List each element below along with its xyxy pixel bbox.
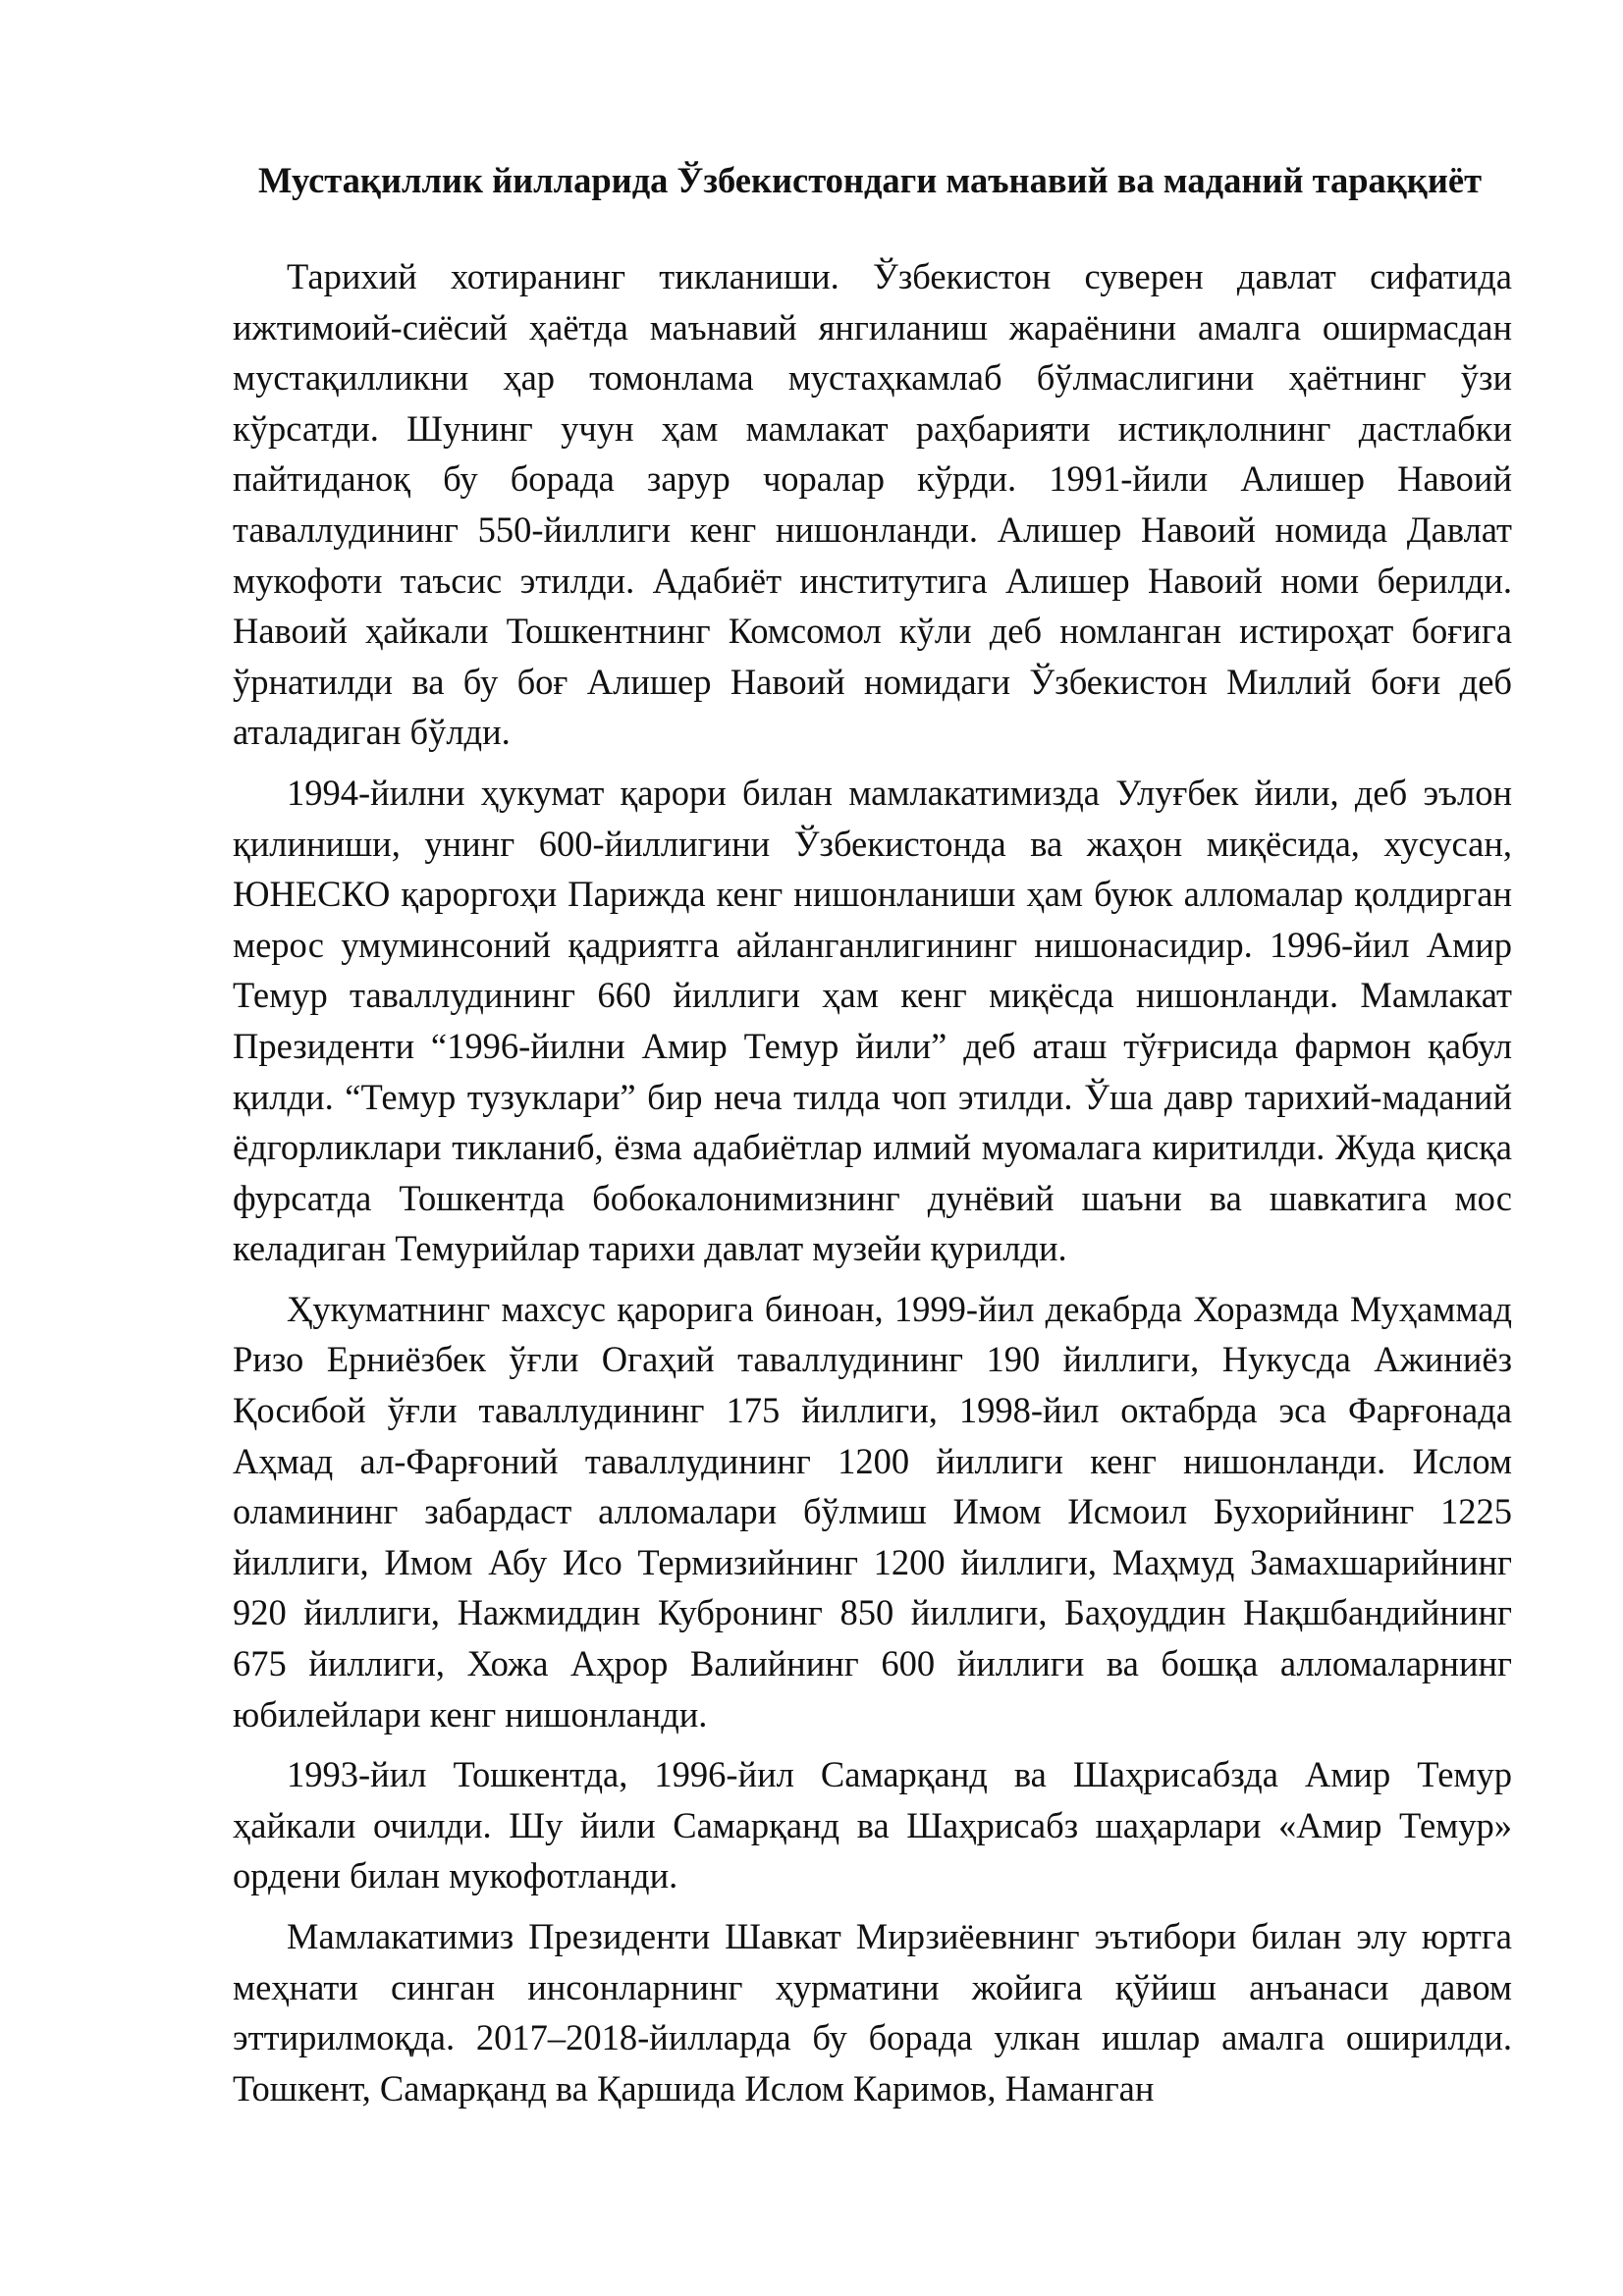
paragraph-1: Тарихий хотиранинг тикланиши. Ўзбекистон суверен давлат сифатида ижтимоий-сиёсий ҳаётда маънавий янгиланиш жараёнини амалга оширмасдан мустақилликни ҳар томонлама мустаҳкамлаб бўлмаслигини ҳаётнинг ўзи кўрсатди. Шунинг учун ҳам мамлакат раҳбарияти истиқлолнинг дастлабки пайтиданоқ бу борада зарур чоралар кўрди. 1991-йили Алишер Навоий таваллудининг 550-йиллиги кенг нишонланди. Алишер Навоий номида Давлат мукофоти таъсис этилди. Адабиёт институтига Алишер Навоий номи берилди. Навоий ҳайкали Тошкентнинг Комсомол кўли деб номланган истироҳат боғига ўрнатилди ва бу боғ Алишер Навоий номидаги Ўзбекистон Миллий боғи деб аталадиган бўлди. (233, 256, 1512, 753)
document-title: Мустақиллик йилларида Ўзбекистондаги маънавий ва маданий тараққиёт (257, 160, 1482, 200)
paragraph-5: Мамлакатимиз Президенти Шавкат Мирзиёевнинг эътибори билан элу юртга меҳнати синган инсонларнинг ҳурматини жойига қўйиш анъанаси давом эттирилмоқда. 2017–2018-йилларда бу борада улкан ишлар амалга оширилди. Тошкент, Самарқанд ва Қаршида Ислом Каримов, Наманган (233, 1916, 1512, 2109)
paragraph-4: 1993-йил Тошкентда, 1996-йил Самарқанд ва Шаҳрисабзда Амир Темур ҳайкали очилди. Шу йили Самарқанд ва Шаҳрисабз шаҳарлари «Амир Темур» ордени билан мукофотланди. (233, 1754, 1512, 1896)
paragraph-3: Ҳукуматнинг махсус қарорига биноан, 1999-йил декабрда Хоразмда Муҳаммад Ризо Ерниёзбек ўғли Огаҳий таваллудининг 190 йиллиги, Нукусда Ажиниёз Қосибой ўғли таваллудининг 175 йиллиги, 1998-йил октабрда эса Фарғонада Аҳмад ал-Фарғоний таваллудининг 1200 йиллиги кенг нишонланди. Ислом оламининг забардаст алломалари бўлмиш Имом Исмоил Бухорийнинг 1225 йиллиги, Имом Абу Исо Термизийнинг 1200 йиллиги, Маҳмуд Замахшарийнинг 920 йиллиги, Нажмиддин Кубронинг 850 йиллиги, Баҳоуддин Нақшбандийнинг 675 йиллиги, Хожа Аҳрор Валийнинг 600 йиллиги ва бошқа алломаларнинг юбилейлари кенг нишонланди. (233, 1288, 1512, 1735)
paragraph-2: 1994-йилни ҳукумат қарори билан мамлакатимизда Улуғбек йили, деб эълон қилиниши, унинг 600-йиллигини Ўзбекистонда ва жаҳон миқёсида, хусусан, ЮНЕСКО қароргоҳи Парижда кенг нишонланиши ҳам буюк алломалар қолдирган мерос умуминсоний қадриятга айланганлигининг нишонасидир. 1996-йил Амир Темур таваллудининг 660 йиллиги ҳам кенг миқёсда нишонланди. Мамлакат Президенти “1996-йилни Амир Темур йили” деб аташ тўғрисида фармон қабул қилди. “Темур тузуклари” бир неча тилда чоп этилди. Ўша давр тарихий-маданий ёдгорликлари тикланиб, ёзма адабиётлар илмий муомалага киритилди. Жуда қисқа фурсатда Тошкентда бобокалонимизнинг дунёвий шаъни ва шавкатига мос келадиган Темурийлар тарихи давлат музейи қурилди. (233, 772, 1512, 1269)
document-body (233, 251, 1512, 2123)
